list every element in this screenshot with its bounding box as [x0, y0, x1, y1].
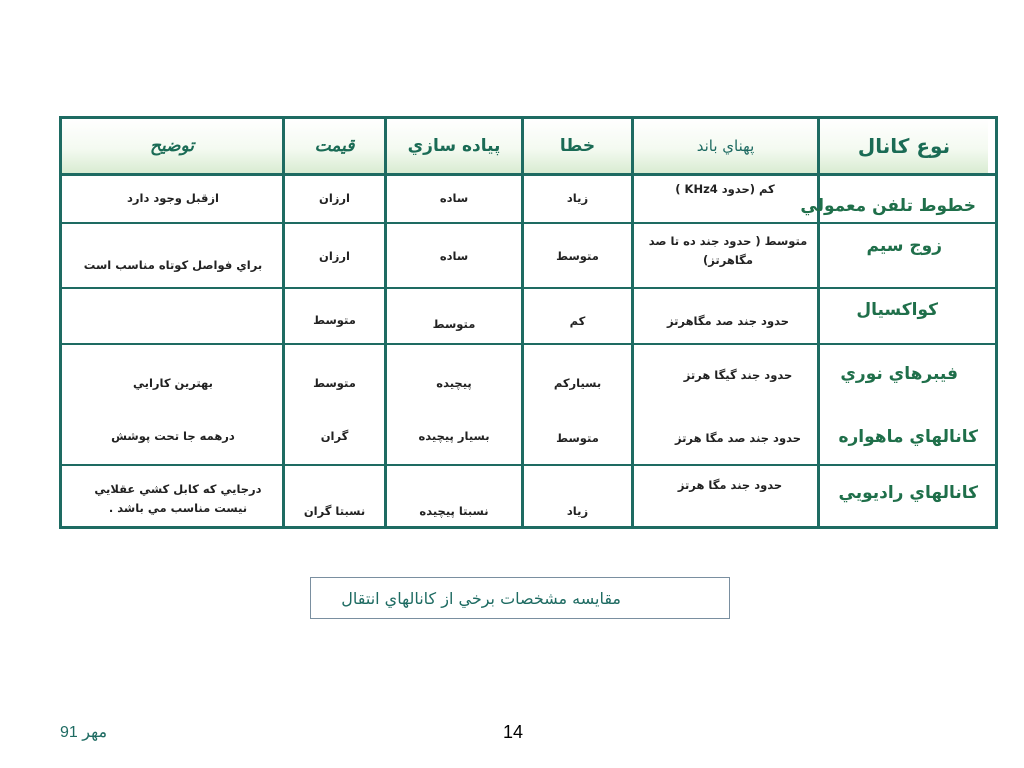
header-description-label: توضيح	[149, 136, 195, 156]
channel-name: كانالهاي راديويي	[838, 483, 978, 503]
header-price	[285, 119, 384, 173]
description-cell: براي فواصل كوتاه مناسب است	[83, 258, 263, 272]
implementation-cell: متوسط	[432, 317, 476, 331]
channel-name: كواكسيال	[856, 300, 938, 320]
error-cell: بسياركم	[553, 376, 602, 390]
table-divider	[59, 287, 998, 289]
header-bandwidth-label: پهناي باند	[696, 137, 755, 155]
implementation-cell: ساده	[439, 191, 469, 205]
error-cell: متوسط	[556, 431, 599, 445]
bandwidth-cell: كم (حدود KHz4 )	[675, 182, 775, 196]
price-cell: ارزان	[319, 191, 350, 205]
header-bandwidth	[634, 119, 817, 173]
table-caption: مقايسه مشخصات برخي از كانالهاي انتقال	[341, 588, 621, 608]
table-divider	[817, 116, 820, 529]
price-cell: نسبتا گران	[303, 504, 366, 518]
bandwidth-cell: حدود جند مگا هرتز	[677, 478, 783, 492]
header-channel-type	[820, 119, 988, 173]
channel-name: فيبرهاي نوري	[840, 364, 958, 384]
error-cell: زياد	[566, 191, 589, 205]
header-description	[62, 119, 282, 173]
implementation-cell: نسبتا پيچيده	[419, 504, 489, 518]
bandwidth-cell: حدود جند گيگا هرتز	[683, 368, 793, 382]
price-cell: متوسط	[313, 376, 356, 390]
page-number: 14	[502, 722, 524, 742]
error-cell: متوسط	[556, 249, 599, 263]
price-cell: متوسط	[313, 313, 356, 327]
description-cell: درهمه جا تحت پوشش	[111, 429, 235, 443]
table-caption-box	[310, 577, 730, 619]
price-cell: گران	[320, 429, 349, 443]
header-implementation	[387, 119, 521, 173]
bandwidth-cell: حدود جند صد مگاهرتز	[666, 314, 790, 328]
error-cell: كم	[569, 314, 586, 328]
footer-date: مهر 91	[60, 724, 108, 741]
error-cell: زياد	[566, 504, 589, 518]
channel-name: كانالهاي ماهواره	[838, 427, 978, 447]
description-cell: درجايي كه كابل كشي عقلايي نيست مناسب مي باشد .	[94, 482, 262, 515]
implementation-cell: ساده	[439, 249, 469, 263]
description-cell: ازقبل وجود دارد	[127, 191, 219, 205]
header-price-label: قيمت	[314, 136, 355, 156]
table-divider	[59, 464, 998, 466]
channel-name: زوج سيم	[866, 236, 942, 256]
table-divider	[59, 173, 998, 176]
header-error	[524, 119, 631, 173]
implementation-cell: بسيار پيچيده	[418, 429, 490, 443]
channel-name: خطوط تلفن معمولي	[800, 196, 976, 216]
header-channel-type-label: نوع كانال	[857, 134, 951, 158]
table-divider	[59, 343, 998, 345]
table-divider	[59, 222, 998, 224]
description-cell: بهترين كارايي	[133, 376, 213, 390]
header-implementation-label: پياده سازي	[407, 136, 501, 156]
table-divider	[631, 116, 634, 529]
implementation-cell: پيچيده	[436, 376, 472, 390]
price-cell: ارزان	[319, 249, 350, 263]
bandwidth-cell: متوسط ( حدود جند ده تا صد مگاهرتز)	[648, 234, 808, 267]
header-error-label: خطا	[559, 136, 596, 156]
bandwidth-cell: حدود جند صد مگا هرتز	[674, 431, 802, 445]
